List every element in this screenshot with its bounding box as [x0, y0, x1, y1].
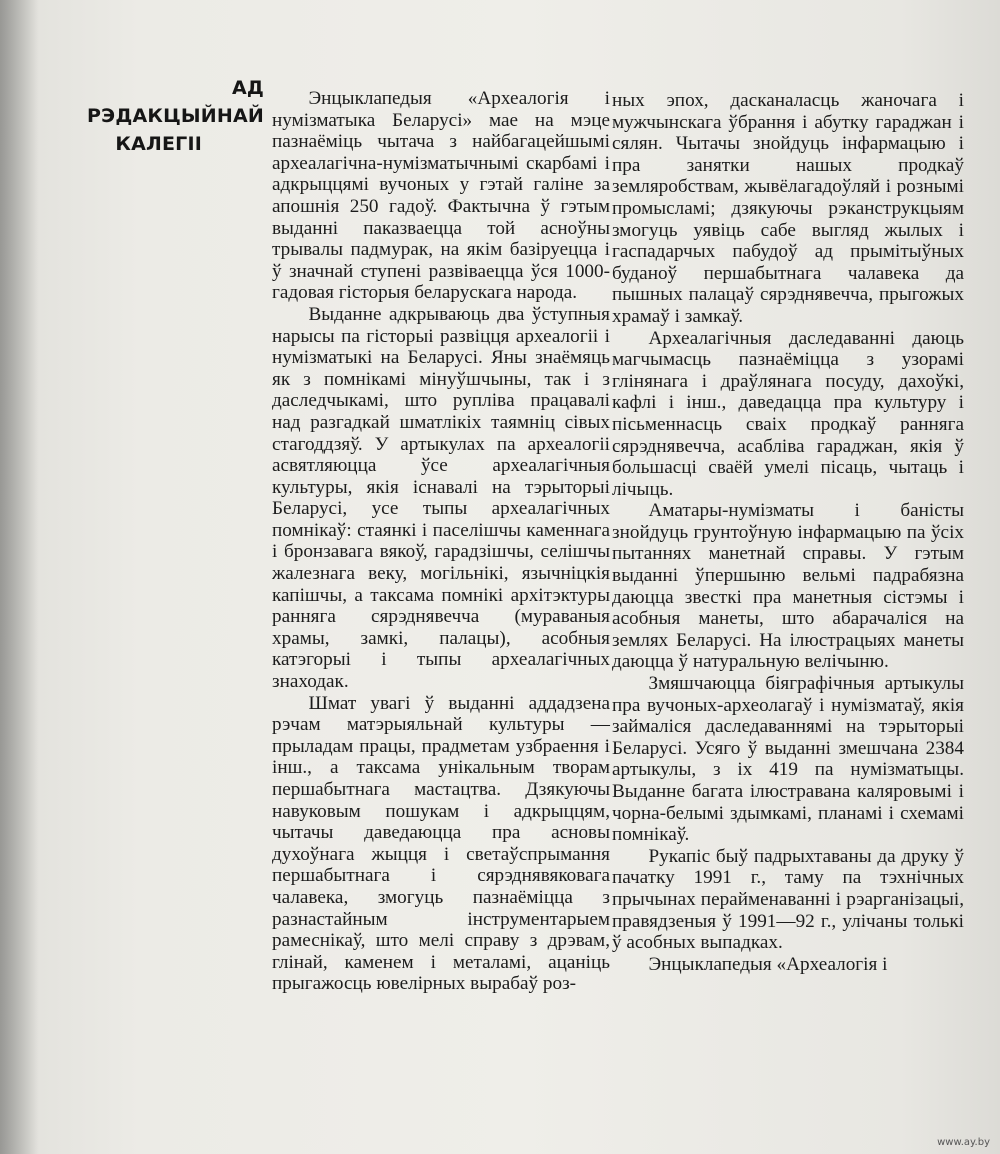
paragraph: Рукапіс быў падрыхтаваны да друку ў пачатку 1991 г., таму па тэхнічных прычынах перайменаванні і рэарганізацыі, правядзеныя ў 1991—92 г., улічаны толькі ў асобных выпадках.	[612, 845, 964, 954]
section-heading	[52, 74, 264, 158]
watermark: www.ay.by	[937, 1137, 990, 1148]
paragraph: ных эпох, дасканаласць жаночага і мужчынскага ўбрання і абутку гараджан і сялян. Чытачы знойдуць інфармацыю і пра занятки нашых продкаў земляробствам, жывёлагадоўляй і рознымі промысламі; дзякуючы рэканструкцыям змогуць уявіць сабе выгляд жылых і гаспадарчых пабудоў ад прымітыўных буданоў першабытнага чалавека да пышных палацаў сярэднявечча, прыгожых храмаў і замкаў.	[612, 90, 964, 327]
paragraph: Аматары-нумізматы і баністы знойдуць грунтоўную інфармацыю па ўсіх пытаннях манетнай справы. У гэтым выданні ўпершыню вельмі падрабязна даюцца звесткі пра манетныя сістэмы і асобныя манеты, што абарачаліся на землях Беларусі. На ілюстрацыях манеты даюцца ў натуральную велічыню.	[612, 500, 964, 673]
page-binding-shadow	[0, 0, 38, 1154]
text-column-2	[612, 90, 964, 975]
paragraph: Выданне адкрываюць два ўступныя нарысы па гісторыі развіцця археалогіі і нумізматыкі на Беларусі. Яны знаёмяць як з помнікамі мінуўшчыны, так і з даследчыкамі, што руплівa працавалі над разгадкай шматлікіх таямніц сівых стагоддзяў. У артыкулах па археалогіі асвятляюцца ўсе археалагічныя культуры, якія існавалі на тэрыторыі Беларусі, усе тыпы археалагічных помнікаў: стаянкі і паселішчы каменнага і бронзавага вякоў, гарадзішчы, селішчы жалезнага веку, могільнікі, язычніцкія капішчы, а таксама помнікі архітэктуры ранняга сярэднявечча (мураваныя храмы, замкі, палацы), асобныя катэгорыі і тыпы археалагічных знаходак.	[272, 303, 610, 693]
paragraph: Энцыклапедыя «Археалогія і	[648, 953, 888, 975]
text-column-1	[272, 88, 610, 995]
paragraph: Шмат увагі ў выданні аддадзена рэчам матэрыяльнай культуры — прыладам працы, прадметам узбраення і інш., а таксама унікальным творам першабытнага мастацтва. Дзякуючы навуковым пошукам і адкрыццям, чытачы даведаюцца пра асновы духоўнага жыцця і светаўспрымання першабытнага і сярэднявяковага чалавека, змогуць пазнаёміцца з разнастайным інструментарыем рамеснікаў, што мелі справу з дрэвам, глінай, каменем і металамі, ацаніць прыгажосць ювелірных вырабаў роз-	[272, 692, 610, 995]
heading-line-1: АД РЭДАКЦЫЙНАЙ	[87, 77, 264, 127]
paragraph: Змяшчаюцца біяграфічныя артыкулы пра вучоных-археолагаў і нумізматаў, якія займаліся даследаваннямі на тэрыторыі Беларусі. Усяго ў выданні змешчана 2384 артыкулы, з іх 419 па нумізматыцы. Выданне багата ілюстравана каляровымі і чорна-белымі здымкамі, планамі і схемамі помнікаў.	[612, 673, 964, 846]
paragraph: Энцыклапедыя «Археалогія і нумізматыка Беларусі» мае на мэце пазнаёміць чытача з найбагацейшымі археалагічна-нумізматычнымі скарбамі і адкрыццямі вучоных у гэтай галіне за апошнія 250 гадоў. Фактычна ў гэтым выданні паказваецца той асноўны трывалы падмурак, на якім базіруецца і ў значнай ступені развіваецца ўся 1000-гадовая гісторыя беларускага народа.	[272, 88, 610, 304]
heading-line-2: КАЛЕГІІ	[115, 133, 202, 155]
paragraph: Археалагічныя даследаванні даюць магчымасць пазнаёміцца з узорамі глінянага і драўлянага посуду, дахоўкі, кафлі і інш., даведацца пра культуру і пісьменнасць сваіх продкаў ранняга сярэднявечча, асабліва гараджан, якія ў большасці сваёй умелі пісаць, чытаць і лічыць.	[612, 327, 964, 500]
